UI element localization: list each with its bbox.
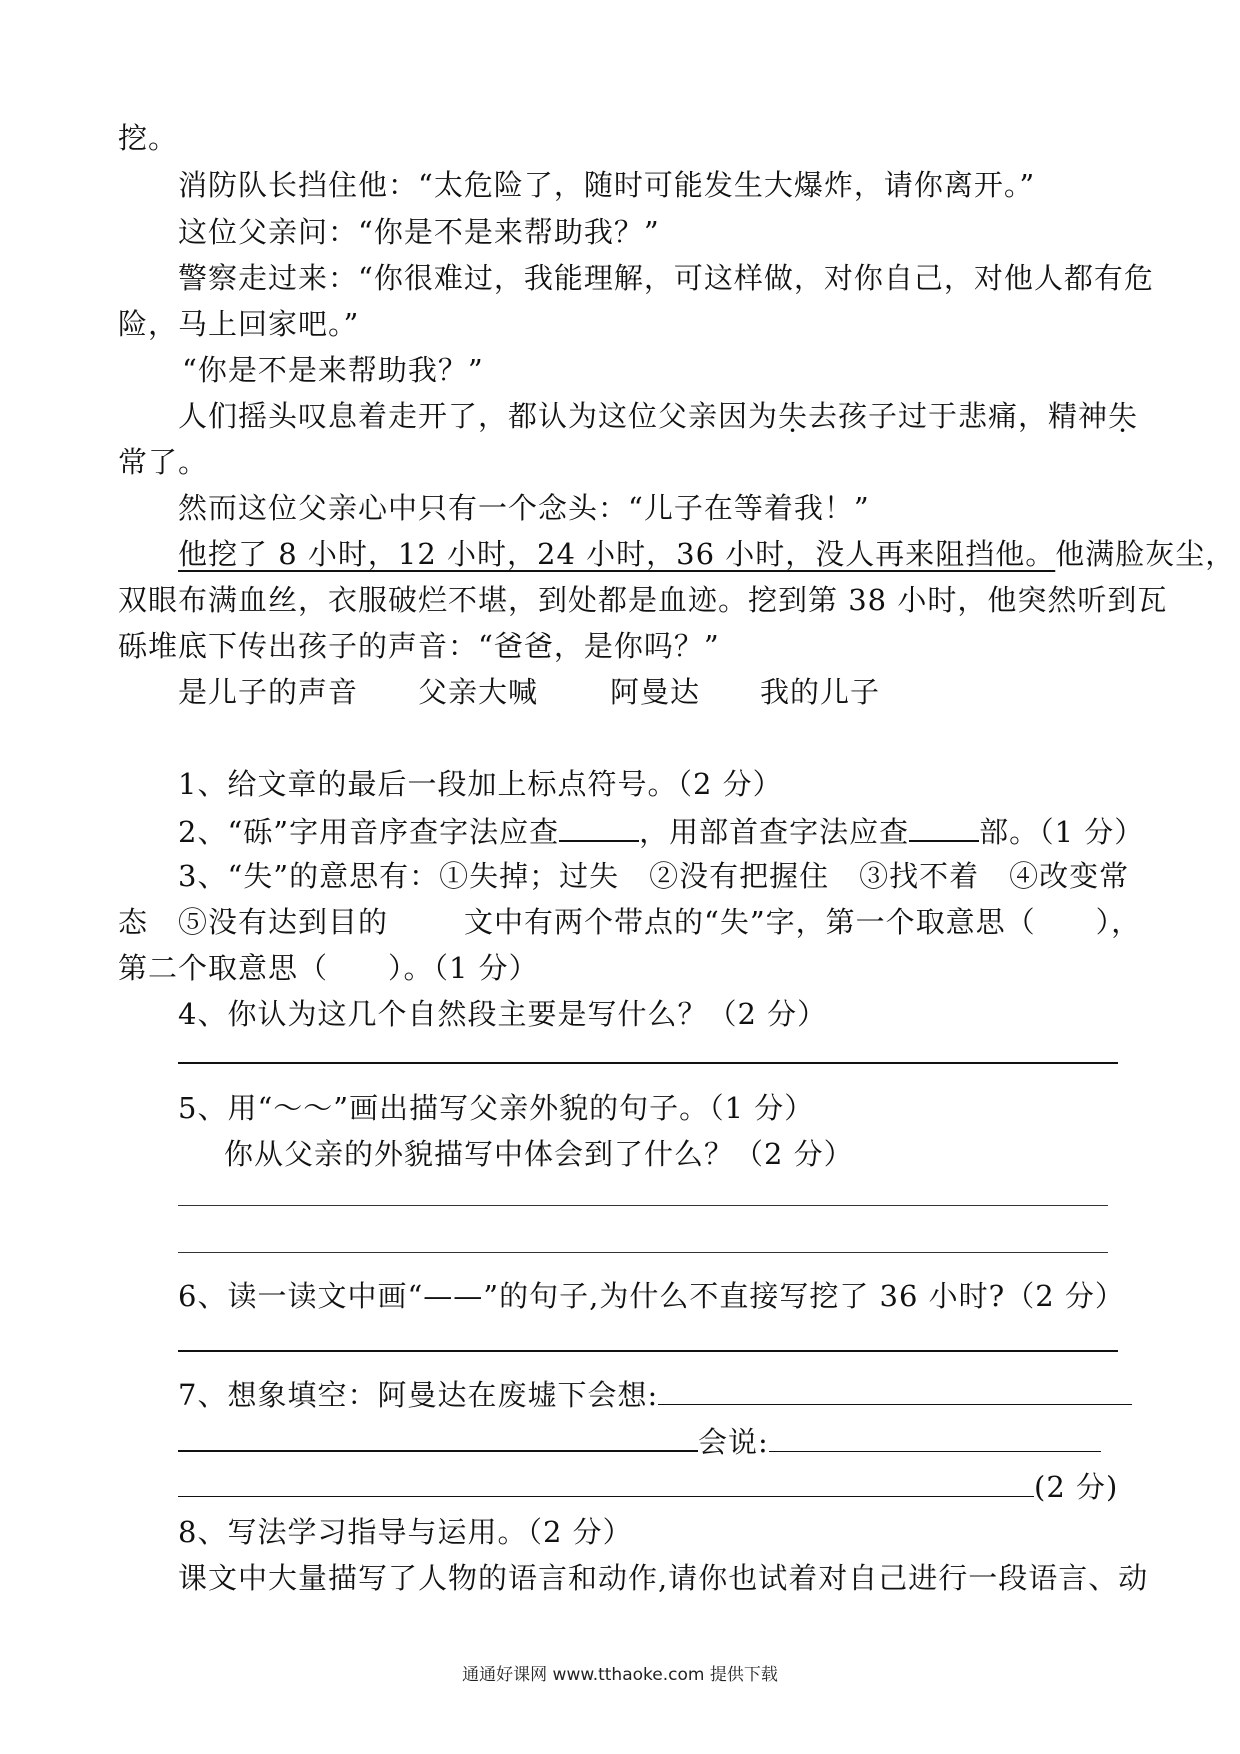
passage-text: 他满脸灰尘，: [1055, 537, 1236, 571]
unpunctuated-line: [178, 672, 880, 712]
passage-line: 警察走过来：“你很难过，我能理解，可这样做，对你自己，对他人都有危: [178, 261, 1154, 295]
answer-line[interactable]: [178, 1350, 1118, 1352]
dotted-char-shi-2: 失: [1108, 399, 1139, 433]
footer-text: 通通好课网 www.tthaoke.com 提供下载: [462, 1665, 778, 1685]
question-text: ，用部首查字法应查: [639, 815, 910, 849]
answer-blank[interactable]: [658, 1374, 1132, 1405]
question-3-line: [118, 902, 1141, 942]
answer-blank[interactable]: [909, 810, 979, 842]
answer-line[interactable]: [178, 1062, 1118, 1064]
question-5b: 你从父亲的外貌描写中体会到了什么？（2 分）: [224, 1137, 854, 1171]
question-1: 1、给文章的最后一段加上标点符号。（2 分）: [178, 767, 783, 801]
answer-line[interactable]: [178, 1252, 1108, 1253]
passage-line: 这位父亲问：“你是不是来帮助我？”: [178, 215, 660, 249]
underlined-sentence: 他挖了 8 小时，12 小时，24 小时，36 小时，没人再来阻挡他。: [178, 537, 1056, 571]
passage-line: 双眼布满血丝，衣服破烂不堪，到处都是血迹。挖到第 38 小时，他突然听到瓦: [118, 583, 1168, 617]
question-text: 文中有两个带点的“失”字，第一个取意思（ ），: [464, 905, 1142, 939]
question-text: 态 ⑤没有达到目的: [118, 905, 389, 939]
question-text: 2、“砾”字用音序查字法应查: [178, 815, 560, 849]
passage-line: 挖。: [118, 121, 179, 155]
passage-line-dotted: [178, 396, 1138, 436]
passage-line: “你是不是来帮助我？”: [182, 353, 484, 387]
passage-line-underlined: [178, 534, 1235, 574]
question-7-line: [178, 1466, 1118, 1507]
question-6: 6、读一读文中画“——”的句子,为什么不直接写挖了 36 小时?（2 分）: [178, 1279, 1125, 1313]
question-text: 会说:: [698, 1425, 769, 1459]
answer-line[interactable]: [178, 1205, 1108, 1206]
question-2: [178, 810, 1144, 852]
passage-line: 然而这位父亲心中只有一个念头：“儿子在等着我！”: [178, 491, 870, 525]
question-3-line: 第二个取意思（ ）。（1 分）: [118, 951, 539, 985]
answer-blank[interactable]: [769, 1421, 1101, 1452]
passage-line: 常了。: [118, 445, 209, 479]
phrase: 阿曼达: [610, 675, 701, 709]
answer-blank[interactable]: [178, 1466, 1034, 1497]
phrase: 父亲大喊: [418, 675, 539, 709]
question-text: 部。（1 分）: [979, 815, 1145, 849]
answer-blank[interactable]: [559, 810, 639, 842]
score-label: (2 分): [1034, 1470, 1119, 1504]
passage-line: 砾堆底下传出孩子的声音：“爸爸，是你吗？”: [118, 629, 720, 663]
phrase: 是儿子的声音: [178, 675, 359, 709]
question-4: 4、你认为这几个自然段主要是写什么？（2 分）: [178, 997, 828, 1031]
question-8b: 课文中大量描写了人物的语言和动作,请你也试着对自己进行一段语言、动: [178, 1561, 1149, 1595]
passage-line: 险，马上回家吧。”: [118, 307, 360, 341]
question-7: [178, 1374, 1132, 1415]
question-8: 8、写法学习指导与运用。（2 分）: [178, 1515, 633, 1549]
dotted-char-shi-1: 失: [778, 399, 809, 433]
question-7-line: [178, 1420, 1101, 1462]
question-5: 5、用“～～”画出描写父亲外貌的句子。（1 分）: [178, 1091, 815, 1125]
phrase: 我的儿子: [760, 675, 881, 709]
passage-text: 去孩子过于悲痛，精神: [808, 399, 1109, 433]
question-text: 7、想象填空：阿曼达在废墟下会想:: [178, 1378, 659, 1412]
passage-line: 消防队长挡住他：“太危险了，随时可能发生大爆炸，请你离开。”: [178, 168, 1036, 202]
passage-text: 人们摇头叹息着走开了，都认为这位父亲因为: [178, 399, 779, 433]
answer-blank[interactable]: [178, 1420, 698, 1452]
question-3: 3、“失”的意思有：①失掉；过失 ②没有把握住 ③找不着 ④改变常: [178, 859, 1130, 893]
